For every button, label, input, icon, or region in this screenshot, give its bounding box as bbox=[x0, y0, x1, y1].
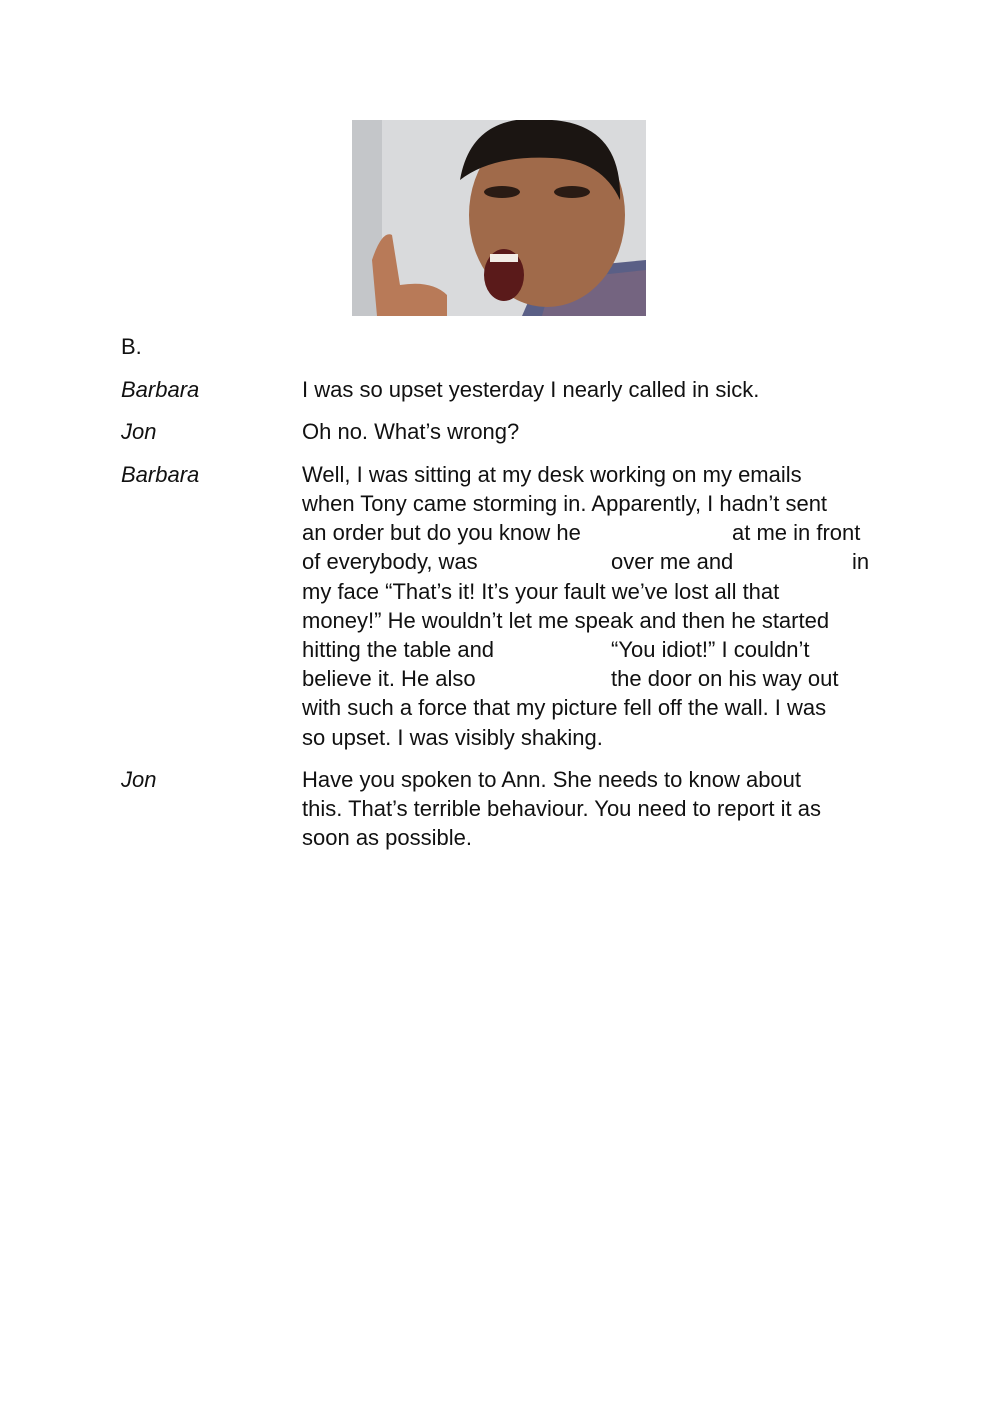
angry-man-photo bbox=[352, 120, 646, 316]
dialogue-line bbox=[0, 518, 1000, 547]
dialogue-line bbox=[0, 547, 1000, 576]
dialogue-line bbox=[0, 664, 1000, 693]
dialogue-line: so upset. I was visibly shaking. bbox=[302, 725, 603, 750]
blank-input-3[interactable] bbox=[745, 549, 853, 576]
speaker-name: Jon bbox=[121, 767, 157, 792]
speaker-name: Barbara bbox=[121, 462, 200, 487]
blank-input-5[interactable] bbox=[491, 666, 611, 693]
line-text: hitting the table and bbox=[302, 637, 495, 662]
dialogue-line: my face “That’s it! It’s your fault we’ve lost all that bbox=[302, 579, 780, 604]
line-text: over me and bbox=[611, 549, 734, 574]
line-text: believe it. He also bbox=[302, 666, 476, 691]
blank-input-1[interactable] bbox=[604, 520, 732, 547]
section-label: B. bbox=[121, 334, 142, 359]
dialogue-line: Well, I was sitting at my desk working on my emails bbox=[302, 462, 802, 487]
speaker-name: Barbara bbox=[121, 377, 200, 402]
dialogue-line: with such a force that my picture fell off the wall. I was bbox=[302, 695, 827, 720]
dialogue-line: soon as possible. bbox=[302, 825, 472, 850]
line-text: the door on his way out bbox=[611, 666, 839, 691]
line-text: in bbox=[852, 549, 870, 574]
line-text: at me in front bbox=[732, 520, 861, 545]
speaker-name: Jon bbox=[121, 419, 157, 444]
dialogue-line: when Tony came storming in. Apparently, I hadn’t sent bbox=[302, 491, 828, 516]
dialogue-line: money!” He wouldn’t let me speak and then he started bbox=[302, 608, 830, 633]
dialogue-line: Oh no. What’s wrong? bbox=[302, 419, 520, 444]
line-text: “You idiot!” I couldn’t bbox=[611, 637, 810, 662]
dialogue-line: Have you spoken to Ann. She needs to know about bbox=[302, 767, 802, 792]
line-text: of everybody, was bbox=[302, 549, 478, 574]
dialogue-line bbox=[0, 635, 1000, 664]
blank-input-4[interactable] bbox=[511, 637, 611, 664]
dialogue-line: this. That’s terrible behaviour. You need to report it as bbox=[302, 796, 821, 821]
dialogue-line: I was so upset yesterday I nearly called in sick. bbox=[302, 377, 760, 402]
blank-input-2[interactable] bbox=[495, 549, 611, 576]
line-text: an order but do you know he bbox=[302, 520, 581, 545]
